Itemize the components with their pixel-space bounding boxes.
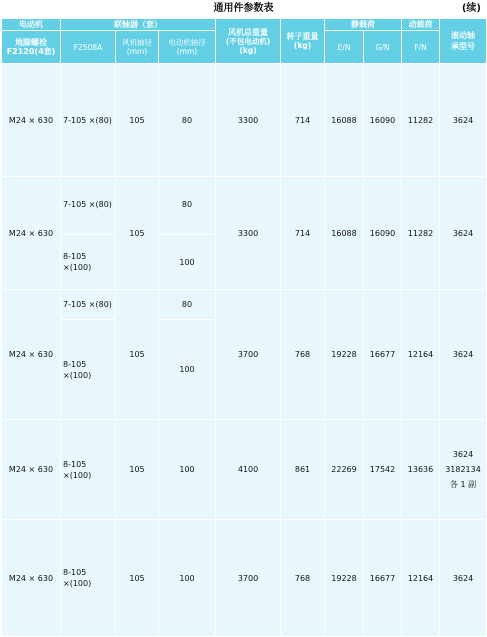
cell-dynamic-f: 13636: [402, 420, 440, 520]
cell-motor-shaft: 80: [159, 64, 216, 177]
cell-fan-shaft: 105: [116, 64, 159, 177]
header-fan-shaft: [116, 31, 159, 64]
table-title: 通用件参数表: [213, 3, 274, 14]
cell-static-g: 16090: [364, 177, 402, 290]
header-coupling-model: F2508A: [61, 31, 116, 64]
cell-dynamic-f: 11282: [402, 64, 440, 177]
parts-parameter-table: [1, 18, 487, 637]
cell-dynamic-f: 12164: [402, 290, 440, 420]
cell-coupling: 8-105 ×(100): [61, 520, 116, 637]
cell-bolt: M24 × 630: [2, 420, 61, 520]
cell-rotor-weight: 768: [281, 290, 325, 420]
cell-coupling: 8-105 ×(100): [61, 320, 116, 420]
cell-coupling: 8-105 ×(100): [61, 235, 116, 290]
cell-static-e: 16088: [325, 177, 364, 290]
cell-motor-shaft: 80: [159, 290, 216, 320]
cell-fan-shaft: 105: [116, 420, 159, 520]
header-anchor-bolt: [2, 31, 61, 64]
header-anchor-bolt-model: F2120(4套): [6, 47, 56, 56]
cell-coupling: 7-105 ×(80): [61, 177, 116, 235]
cell-static-g: 17542: [364, 420, 402, 520]
continued-note: (续): [461, 3, 481, 14]
cell-bolt: M24 × 630: [2, 177, 61, 290]
cell-total-weight: 3300: [216, 64, 281, 177]
cell-motor-shaft: 100: [159, 520, 216, 637]
cell-bolt: M24 × 630: [2, 290, 61, 420]
header-rotor-unit-kg: (kg): [293, 41, 312, 50]
cell-static-e: 22269: [325, 420, 364, 520]
header-unit-kg: (kg): [239, 45, 257, 55]
cell-bolt: M24 × 630: [2, 64, 61, 177]
cell-rotor-weight: 714: [281, 64, 325, 177]
cell-motor-shaft: 100: [159, 320, 216, 420]
header-fan-total-weight: [216, 19, 281, 64]
header-static-e: E/N: [325, 31, 364, 64]
cell-total-weight: 4100: [216, 420, 281, 520]
cell-bearing: 3624: [440, 177, 487, 290]
cell-bearing: 3624: [440, 520, 487, 637]
header-motor-shaft-unit: (mm): [176, 47, 198, 56]
header-dynamic-load: 动载荷: [402, 19, 440, 31]
header-coupling: 联轴器（套）: [61, 19, 216, 31]
header-rotor-weight-label: 转子重量: [286, 32, 319, 41]
cell-static-g: 16677: [364, 290, 402, 420]
cell-static-e: 19228: [325, 290, 364, 420]
header-anchor-bolt-label: 地脚螺栓: [15, 38, 47, 47]
cell-motor-shaft: 100: [159, 420, 216, 520]
header-static-g: G/N: [364, 31, 402, 64]
cell-total-weight: 3700: [216, 520, 281, 637]
cell-fan-shaft: 105: [116, 177, 159, 290]
cell-coupling: 8-105 ×(100): [61, 420, 116, 520]
cell-bearing-line: 各 1 副: [449, 480, 477, 489]
cell-dynamic-f: 11282: [402, 177, 440, 290]
header-bearing-model: [440, 19, 487, 64]
cell-static-g: 16677: [364, 520, 402, 637]
header-rotor-weight: [281, 19, 325, 64]
cell-static-e: 16088: [325, 64, 364, 177]
header-dynamic-f: F/N: [402, 31, 440, 64]
cell-coupling: 7-105 ×(80): [61, 64, 116, 177]
cell-rotor-weight: 768: [281, 520, 325, 637]
cell-fan-shaft: 105: [116, 290, 159, 420]
cell-motor-shaft: 100: [159, 235, 216, 290]
cell-motor-shaft: 80: [159, 177, 216, 235]
header-fan-shaft-unit: (mm): [126, 47, 148, 56]
header-excluding-motor: (不包电动机): [225, 36, 271, 46]
cell-total-weight: 3700: [216, 290, 281, 420]
header-static-load: 静载荷: [325, 19, 402, 31]
cell-dynamic-f: 12164: [402, 520, 440, 637]
cell-bearing-line: 3624: [452, 450, 474, 459]
cell-static-g: 16090: [364, 64, 402, 177]
cell-fan-shaft: 105: [116, 520, 159, 637]
header-motor-shaft-label: 电动机轴径: [168, 38, 206, 47]
cell-bearing: 3624: [440, 290, 487, 420]
cell-bolt: M24 × 630: [2, 520, 61, 637]
header-fan-total-weight-label: 风机总重量: [228, 27, 269, 37]
cell-bearing: 3624: [440, 64, 487, 177]
cell-bearing-line: 3182134: [445, 465, 481, 474]
cell-rotor-weight: 861: [281, 420, 325, 520]
header-motor-shaft: [159, 31, 216, 64]
cell-rotor-weight: 714: [281, 177, 325, 290]
cell-bearing: [440, 420, 487, 520]
header-bearing-model-label: 滚动轴承型号: [451, 31, 476, 51]
header-motor: 电动机: [2, 19, 61, 31]
header-fan-shaft-label: 风机轴径: [122, 38, 152, 47]
cell-coupling: 7-105 ×(80): [61, 290, 116, 320]
cell-total-weight: 3300: [216, 177, 281, 290]
cell-static-e: 19228: [325, 520, 364, 637]
